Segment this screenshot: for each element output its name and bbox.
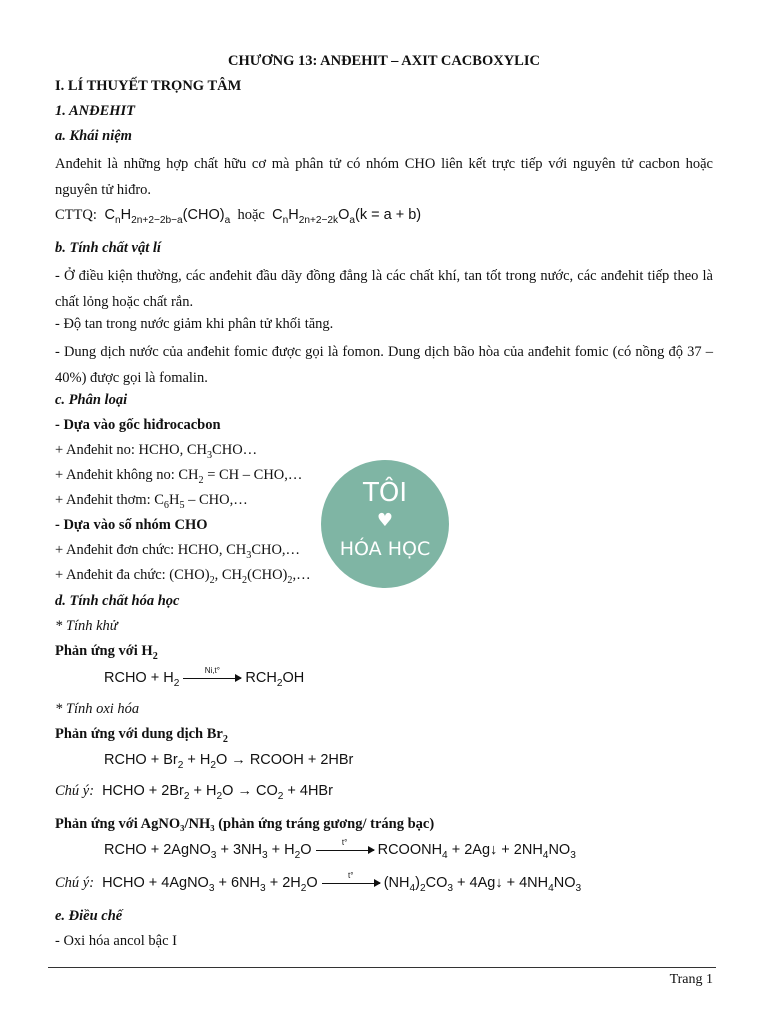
- list-item: + Anđehit thơm: $C_6H_5$ – CHO,…: [55, 492, 248, 511]
- toi-yeu-hoa-hoc-logo: TÔI ♥ HÓA HỌC: [321, 460, 449, 588]
- paragraph-b2: - Độ tan trong nước giảm khi phân tử khối tăng.: [55, 316, 334, 332]
- page-number: Trang 1: [669, 972, 713, 987]
- subsection-heading: 1. ANĐEHIT: [55, 103, 136, 119]
- equation-br2: RCHO + $Br_2 + H_2O$ → RCOOH + 2HBr: [104, 752, 354, 771]
- agno3-reaction-title: Phản ứng với AgNO₃/NH₃ (phản ứng tráng gương/ tráng bạc): [55, 816, 435, 832]
- equation-agno3-note: Chú ý: HCHO + 4AgNO$_3$ + $6NH_3 + 2H_2O$ t° $(NH_4)_2CO_3$ + 4Ag↓ + $4NH_4NO_3$: [55, 871, 582, 894]
- paragraph-a: Anđehit là những hợp chất hữu cơ mà phân tử có nhóm CHO liên kết trực tiếp với nguyên tử cacbon hoặc nguyên tử hiđro.: [55, 156, 713, 198]
- paragraph-b3: - Dung dịch nước của anđehit fomic được gọi là fomon. Dung dịch bão hòa của anđehit fomic (có nồng độ 37 – 40%) được gọi là fomalin.: [55, 344, 713, 386]
- list-item: + Anđehit no: HCHO, $CH_3CHO\dots$: [55, 442, 258, 461]
- equation-h2: RCHO + $H_2$ Ni,t° $RCH_2OH$: [104, 666, 305, 689]
- page-title: CHƯƠNG 13: ANĐEHIT – AXIT CACBOXYLIC: [228, 53, 540, 69]
- oxidizing-property-label: * Tính oxi hóa: [55, 701, 140, 717]
- reaction-arrow: Ni,t°: [183, 677, 241, 679]
- list-item: + Anđehit đơn chức: HCHO, $CH_3CHO,\dots$: [55, 542, 301, 561]
- cttq-formula: CTTQ: $C_nH_{2n+2-2b-a}(CHO)_a$ hoặc $C_nH_{2n+2-2k}O_a(k = a + b)$: [55, 207, 422, 226]
- heading-a: a. Khái niệm: [55, 128, 132, 144]
- heading-e: e. Điều chế: [55, 908, 123, 924]
- heading-b: b. Tính chất vật lí: [55, 240, 161, 256]
- reaction-arrow: t°: [322, 882, 380, 884]
- heading-d: d. Tính chất hóa học: [55, 593, 180, 609]
- classification-group-1: - Dựa vào gốc hiđrocacbon: [55, 417, 221, 433]
- section-heading: I. LÍ THUYẾT TRỌNG TÂM: [55, 78, 242, 94]
- classification-group-2: - Dựa vào số nhóm CHO: [55, 517, 208, 533]
- list-item: + Anđehit đa chức: $(CHO)_2$, $CH_2(CHO)_2,\dots$: [55, 567, 311, 586]
- h2-reaction-title: Phản ứng với $H_2$: [55, 643, 158, 662]
- equation-br2-note: Chú ý: HCHO + $2Br_2 + H_2O \to CO_2 + 4HBr$: [55, 783, 333, 802]
- equation-agno3: RCHO + 2AgNO$_3$ + $3NH_3 + H_2O$ t° $RCOONH_4$ + 2Ag↓ + $2NH_4NO_3$: [104, 838, 576, 861]
- footer-divider: [48, 967, 716, 968]
- heading-c: c. Phân loại: [55, 392, 128, 408]
- reaction-arrow: t°: [316, 849, 374, 851]
- paragraph-e1: - Oxi hóa ancol bậc I: [55, 933, 177, 949]
- paragraph-b1: - Ở điều kiện thường, các anđehit đầu dãy đồng đẳng là các chất khí, tan tốt trong nước, các anđehit tiếp theo là chất lỏng hoặc chất rắn.: [55, 268, 713, 310]
- reducing-property-label: * Tính khử: [55, 618, 118, 634]
- br2-reaction-title: Phản ứng với dung dịch $Br_2$: [55, 726, 228, 745]
- list-item: + Anđehit không no: $CH_2$ = CH – CHO,…: [55, 467, 303, 486]
- heart-icon: ♥: [376, 510, 394, 531]
